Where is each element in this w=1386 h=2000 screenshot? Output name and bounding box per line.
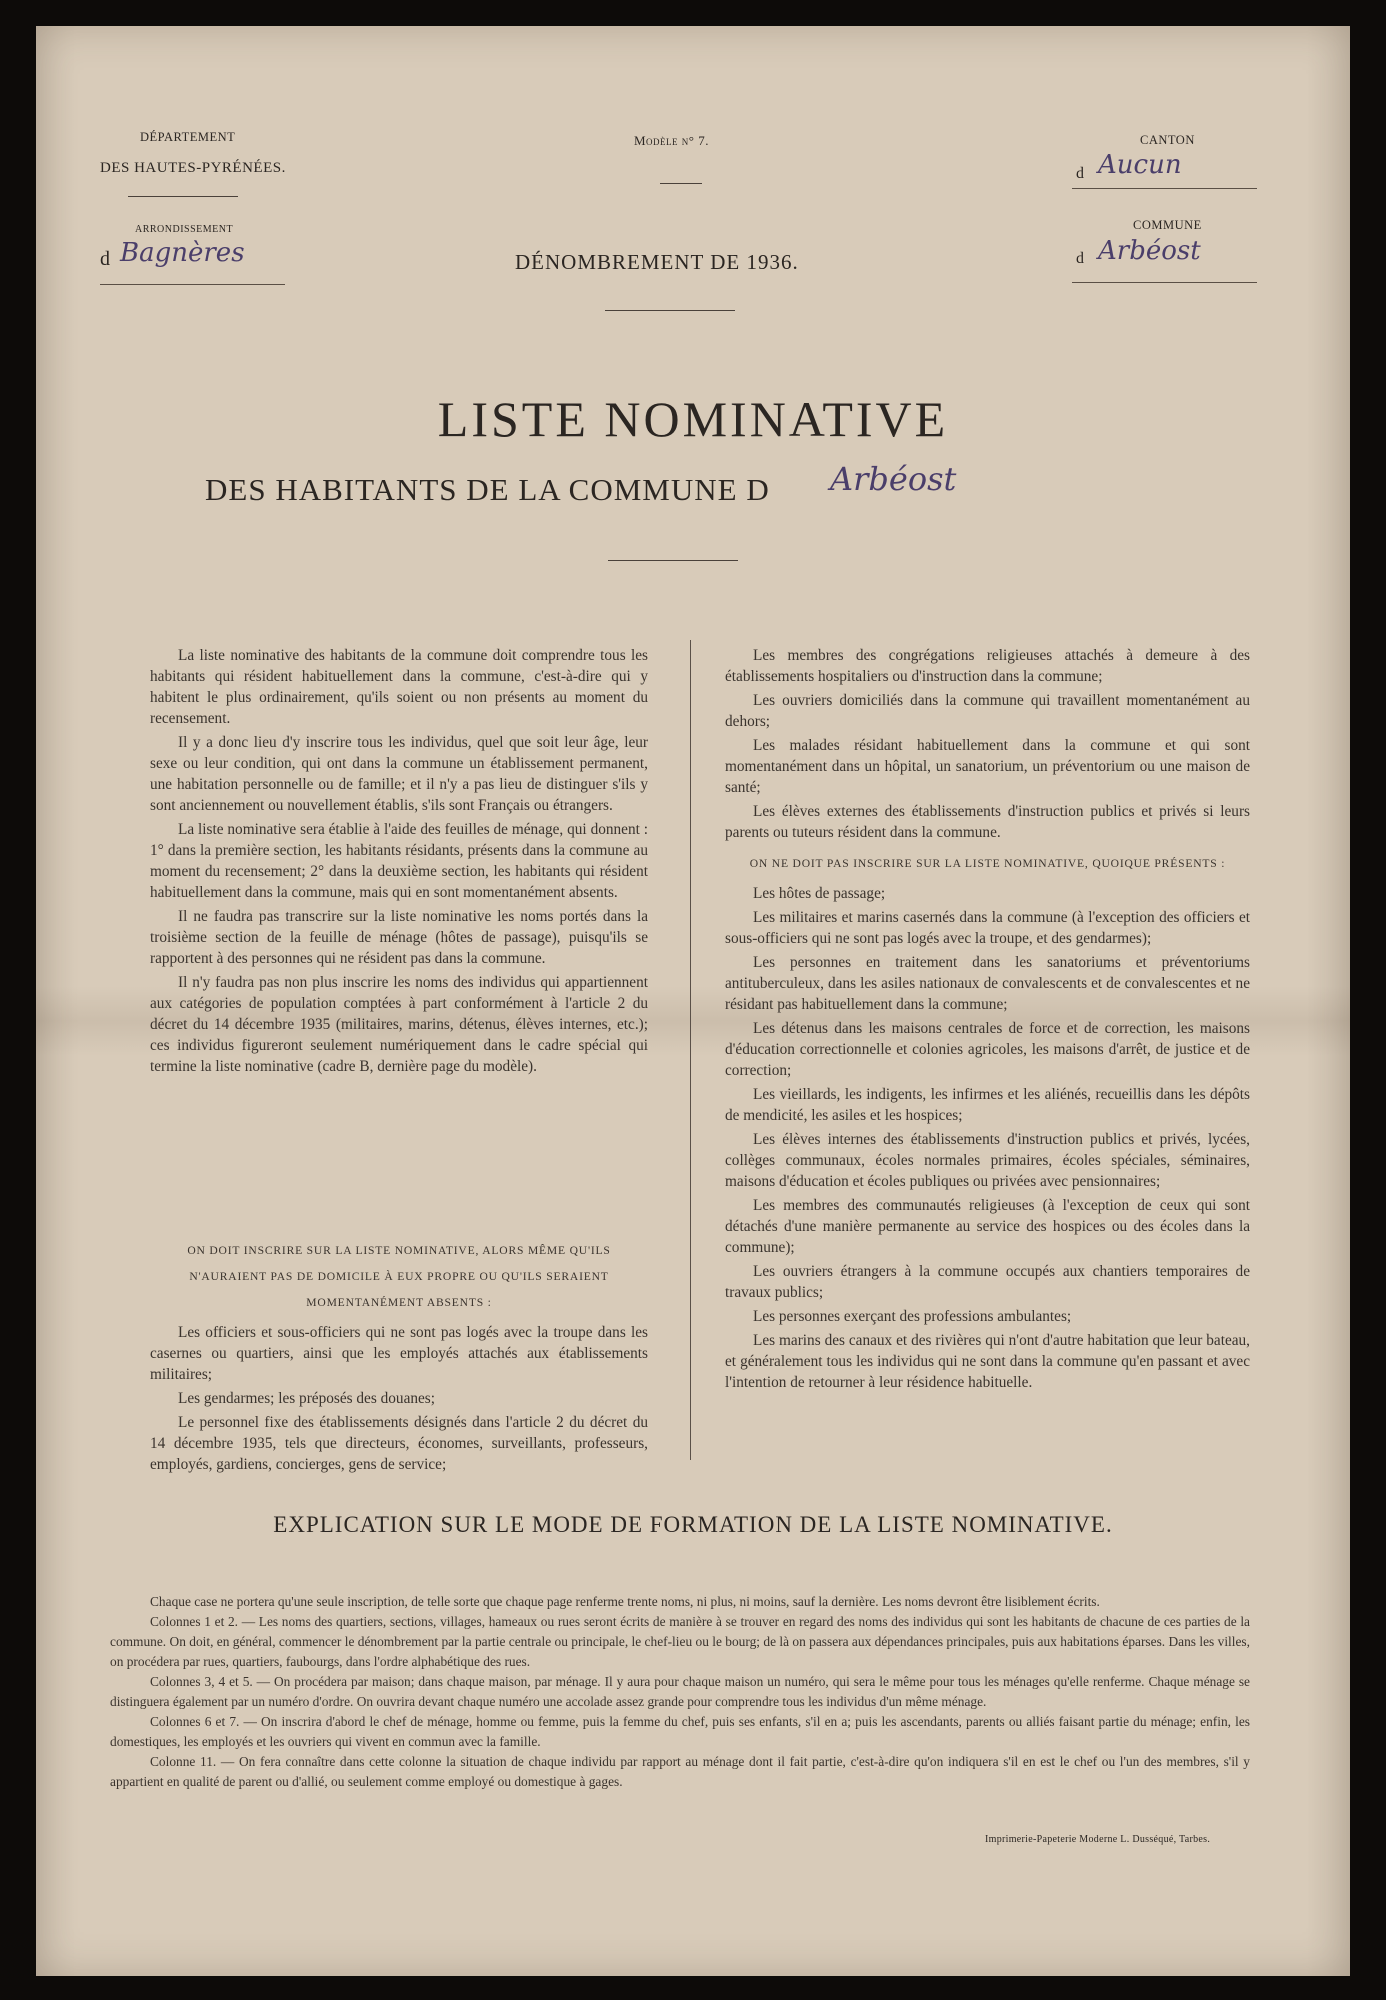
census-title: DÉNOMBREMENT DE 1936. — [515, 250, 799, 274]
right-paragraph: Les malades résidant habituellement dans la commune et qui sont momentanément dans un hôpital, un sanatorium, un préventorium ou une maison de santé; — [725, 737, 1250, 796]
printer-credit: Imprimerie-Papeterie Moderne L. Dusséqué, Tarbes. — [985, 1834, 1211, 1845]
arrondissement-prefix: d — [100, 248, 110, 270]
right-paragraph-2: Les hôtes de passage; — [753, 885, 886, 902]
left-paragraph: Il n'y faudra pas non plus inscrire les noms des individus qui appartiennent aux catégories de population comptées à part conformément à l'article 2 du décret du 14 décembre 1935 (militaires, marins, détenus, élèves internes, etc.); ces individus figureront seulement numériquement dans le cadre spécial qui termine la liste nominative (cadre B, dernière page du modèle). — [150, 974, 648, 1075]
left-paragraph: La liste nominative des habitants de la commune doit comprendre tous les habitants qui résident habituellement dans la commune, c'est-à-dire qui y habitent le plus ordinairement, qu'ils soient ou non présents au moment du recensement. — [150, 647, 648, 727]
left-paragraph: Il y a donc lieu d'y inscrire tous les individus, quel que soit leur âge, leur sexe ou leur condition, qui ont dans la commune un établissement permanent, une habitation personnelle ou de famille; et il n'y a pas lieu de distinguer s'ils y sont anciennement ou nouvellement établis, s'ils sont Français ou étrangers. — [150, 734, 648, 814]
right-column — [725, 645, 1250, 1396]
left-column — [150, 645, 648, 1080]
right-paragraph-2: Les personnes exerçant des professions ambulantes; — [753, 1308, 1072, 1325]
right-paragraph-2: Les membres des communautés religieuses (à l'exception de ceux qui sont détachés d'une manière permanente au service des hospices ou des écoles dans la commune); — [725, 1197, 1250, 1256]
commune-line — [1072, 282, 1257, 283]
explanation-paragraph: Colonne 11. — On fera connaître dans cette colonne la situation de chaque individu par rapport au ménage dont il fait partie, c'est-à-dire qu'on indiquera s'il en est le chef ou l'un des membres, s'il y appartient en qualité de parent ou d'allié, ou seulement comme employé ou domestique à gages. — [110, 1754, 1250, 1789]
right-paragraph-2: Les vieillards, les indigents, les infirmes et les aliénés, recueillis dans les dépôts de mendicité, les asiles et les hospices; — [725, 1086, 1250, 1124]
explanation-paragraph: Colonnes 1 et 2. — Les noms des quartiers, sections, villages, hameaux ou rues seront écrits de manière à se trouver en regard des noms des individus qui sont les habitants de chacune de ces parties de la commune. On doit, en général, commencer le dénombrement par la partie centrale ou principale, le chef-lieu ou le bourg; de là on passera aux dépendances principales, puis aux habitations éparses. Dans les villes, on procédera par rues, quartiers, faubourgs, dans l'ordre alphabétique des rues. — [110, 1614, 1250, 1669]
commune-handwritten: Arbéost — [1098, 236, 1201, 266]
column-divider — [690, 640, 691, 1460]
right-paragraph: Les élèves externes des établissements d'instruction publics et privés si leurs parents ou tuteurs résident dans la commune. — [725, 803, 1250, 841]
departement-value: DES HAUTES-PYRÉNÉES. — [100, 160, 286, 176]
model-number: Modèle n° 7. — [634, 133, 709, 148]
canton-prefix: d — [1076, 165, 1084, 182]
explanation-body — [110, 1592, 1250, 1792]
census-rule — [605, 310, 735, 311]
commune-prefix: d — [1076, 250, 1084, 267]
header-rule-left — [128, 196, 238, 197]
explanation-paragraph: Colonnes 3, 4 et 5. — On procédera par maison; dans chaque maison, par ménage. Il y aura pour chaque maison un numéro, qui sera le même pour tous les ménages qu'elle renferme. Chaque ménage se distinguera également par un numéro d'ordre. On ouvrira devant chaque numéro une accolade assez grande pour comprendre tous les individus d'un même ménage. — [110, 1674, 1250, 1709]
right-paragraph: Les ouvriers domiciliés dans la commune qui travaillent momentanément au dehors; — [725, 692, 1250, 730]
left-paragraph-2: Le personnel fixe des établissements désignés dans l'article 2 du décret du 14 décembre 1935, tels que directeurs, économes, surveillants, professeurs, employés, gardiens, concierges, gens de service; — [150, 1414, 648, 1473]
model-rule — [660, 183, 702, 184]
left-paragraph: La liste nominative sera établie à l'aide des feuilles de ménage, qui donnent : 1° dans la première section, les habitants résidants, présents dans la commune au moment du recensement; 2° dans la deuxième section, les habitants qui résident habituellement dans la commune, mais qui en sont momentanément absents. — [150, 821, 648, 901]
right-paragraph-2: Les marins des canaux et des rivières qui n'ont d'autre habitation que leur bateau, et généralement tous les individus qui ne sont dans la commune qu'en passant et avec l'intention de retourner à leur résidence habituelle. — [725, 1332, 1250, 1391]
left-heading: ON DOIT INSCRIRE SUR LA LISTE NOMINATIVE, ALORS MÊME QU'ILS N'AURAIENT PAS DE DOMICILE À EUX PROPRE OU QU'ILS SERAIENT MOMENTANÉMENT ABSENTS : — [187, 1244, 611, 1309]
title-rule — [608, 560, 738, 561]
arrondissement-label: ARRONDISSEMENT — [135, 224, 234, 235]
canton-line — [1072, 188, 1257, 189]
main-title: LISTE NOMINATIVE — [437, 391, 949, 447]
canton-handwritten: Aucun — [1098, 150, 1182, 180]
sub-title: DES HABITANTS DE LA COMMUNE D — [205, 472, 770, 507]
right-paragraph-2: Les élèves internes des établissements d'instruction publics et privés, lycées, collèges communaux, écoles normales primaires, écoles spéciales, séminaires, maisons d'éducation et écoles publiques ou privées avec pensionnaires; — [725, 1131, 1250, 1190]
right-paragraph-2: Les détenus dans les maisons centrales de force et de correction, les maisons d'éducation correctionnelle et colonies agricoles, les maisons d'arrêt, de justice et de correction; — [725, 1020, 1250, 1079]
arrondissement-line — [100, 284, 285, 285]
commune-label: COMMUNE — [1133, 218, 1202, 232]
right-paragraph-2: Les militaires et marins casernés dans la commune (à l'exception des officiers et sous-officiers qui ne sont pas logés avec la troupe, et des gendarmes); — [725, 909, 1250, 947]
departement-label: DÉPARTEMENT — [140, 130, 236, 144]
arrondissement-handwritten: Bagnères — [120, 238, 245, 268]
left-paragraph-2: Les gendarmes; les préposés des douanes; — [178, 1390, 435, 1407]
right-heading: ON NE DOIT PAS INSCRIRE SUR LA LISTE NOMINATIVE, QUOIQUE PRÉSENTS : — [749, 857, 1226, 870]
left-paragraph-2: Les officiers et sous-officiers qui ne sont pas logés avec la troupe dans les casernes ou quartiers, ainsi que les employés attachés aux établissements militaires; — [150, 1324, 648, 1383]
right-paragraph-2: Les personnes en traitement dans les sanatoriums et préventoriums antituberculeux, dans les asiles nationaux de convalescents et de convalescentes et ne résidant pas habituellement dans la commune; — [725, 954, 1250, 1013]
canton-label: CANTON — [1140, 133, 1195, 147]
left-paragraph: Il ne faudra pas transcrire sur la liste nominative les noms portés dans la troisième section de la feuille de ménage (hôtes de passage), puisqu'ils se rapportent à des personnes qui ne résident pas dans la commune. — [150, 908, 648, 967]
right-paragraph-2: Les ouvriers étrangers à la commune occupés aux chantiers temporaires de travaux publics; — [725, 1263, 1250, 1301]
explanation-paragraph: Chaque case ne portera qu'une seule inscription, de telle sorte que chaque page renferme trente noms, ni plus, ni moins, sauf la dernière. Les noms devront être lisiblement écrits. — [150, 1594, 1100, 1609]
explanation-paragraph: Colonnes 6 et 7. — On inscrira d'abord le chef de ménage, homme ou femme, puis la femme du chef, puis ses enfants, s'il en a; puis les ascendants, parents ou alliés faisant partie du ménage; enfin, les domestiques, les employés et les ouvriers qui vivent en commun avec la famille. — [110, 1714, 1250, 1749]
right-paragraph: Les membres des congrégations religieuses attachés à demeure à des établissements hospitaliers ou d'instruction dans la commune; — [725, 647, 1250, 685]
explanation-title: EXPLICATION SUR LE MODE DE FORMATION DE LA LISTE NOMINATIVE. — [273, 1512, 1113, 1537]
left-column-2 — [150, 1230, 648, 1478]
sub-title-handwritten: Arbéost — [830, 460, 957, 498]
